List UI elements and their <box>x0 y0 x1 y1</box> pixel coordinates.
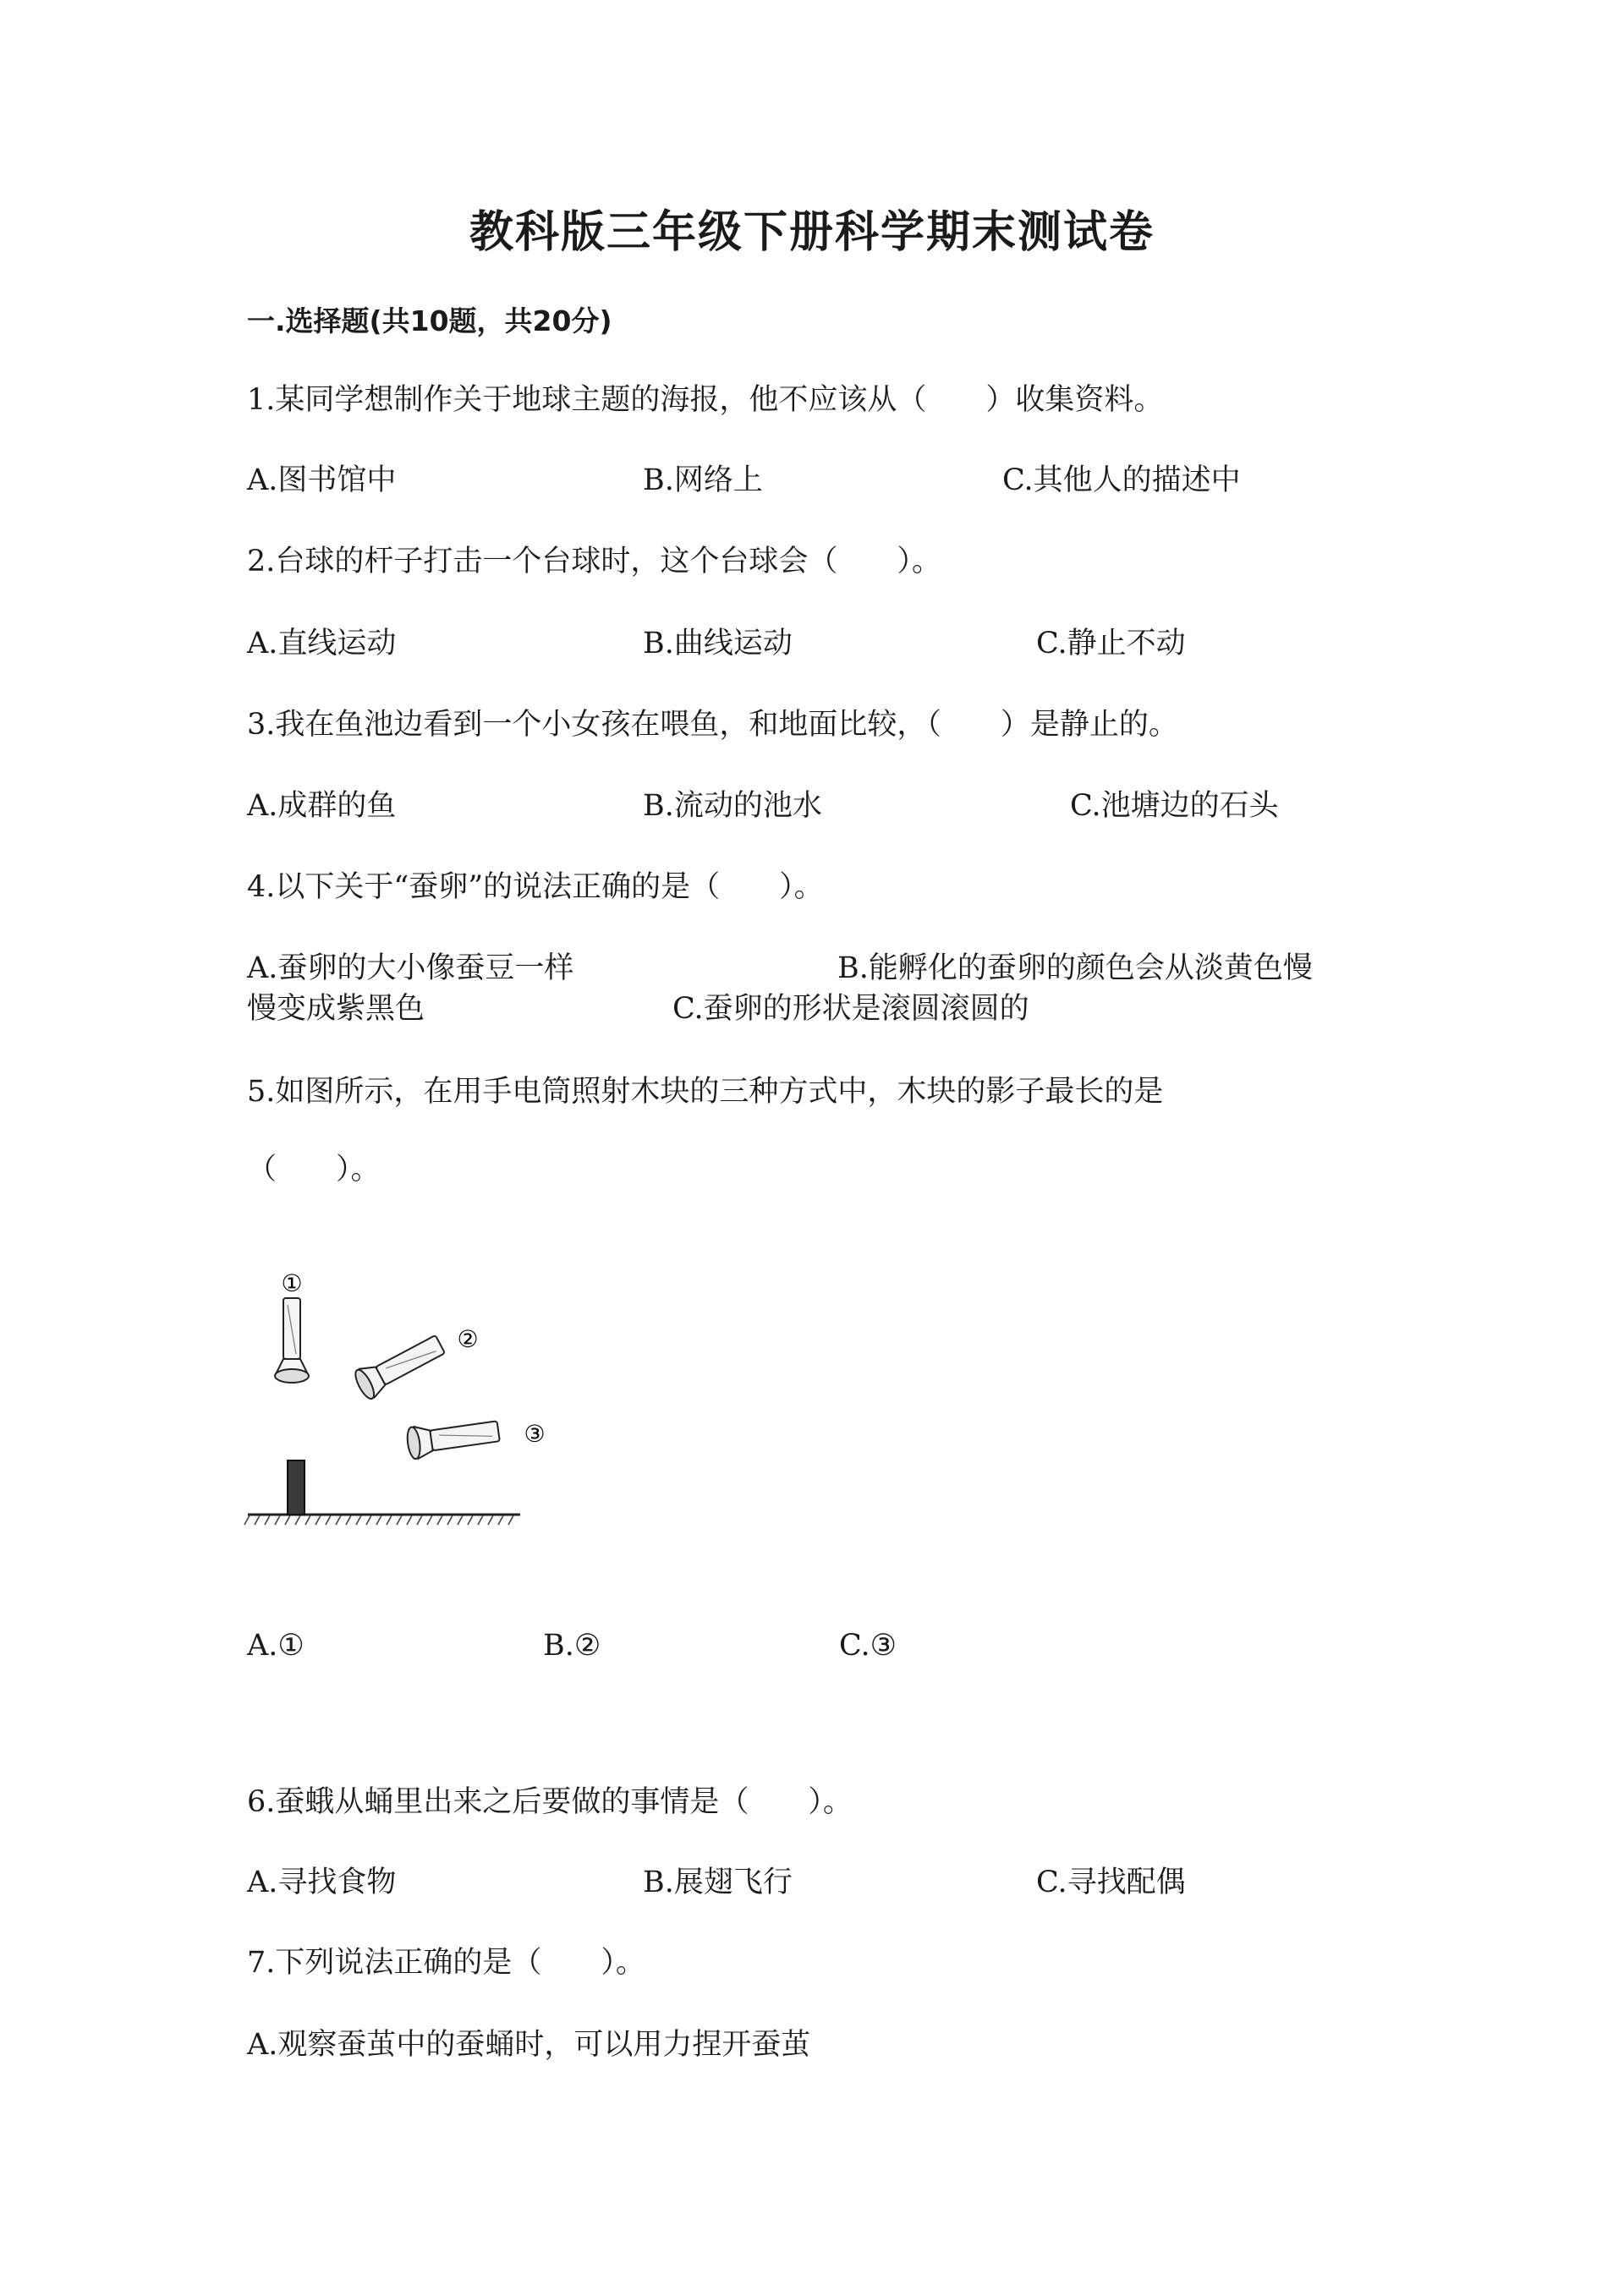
wood-block <box>288 1460 304 1515</box>
q1-option-b[interactable]: B.网络上 <box>643 463 763 497</box>
question-3-text: 3.我在鱼池边看到一个小女孩在喂鱼，和地面比较，（ ）是静止的。 <box>247 708 1178 742</box>
flashlight-1-label: ① <box>281 1273 303 1297</box>
question-1-text: 1.某同学想制作关于地球主题的海报，他不应该从（ ）收集资料。 <box>247 383 1164 417</box>
q6-option-c[interactable]: C.寻找配偶 <box>1036 1866 1186 1899</box>
q3-option-c[interactable]: C.池塘边的石头 <box>1070 789 1279 823</box>
flashlight-2-label: ② <box>457 1325 479 1353</box>
q5-option-c[interactable]: C.③ <box>839 1629 897 1663</box>
flashlight-3-label: ③ <box>524 1420 546 1448</box>
question-5-blank: （ ）。 <box>247 1153 381 1186</box>
flashlight-2 <box>352 1330 447 1401</box>
q5-option-a[interactable]: A.① <box>247 1629 304 1663</box>
q1-option-a[interactable]: A.图书馆中 <box>247 463 397 497</box>
q3-option-b[interactable]: B.流动的池水 <box>643 789 822 823</box>
q7-option-a[interactable]: A.观察蚕茧中的蚕蛹时，可以用力捏开蚕茧 <box>247 2028 811 2062</box>
ground-hatching <box>244 1515 513 1525</box>
q6-option-a[interactable]: A.寻找食物 <box>247 1866 397 1899</box>
page-title: 教科版三年级下册科学期末测试卷 <box>469 207 1155 258</box>
flashlight-3 <box>406 1415 501 1460</box>
question-6-text: 6.蚕蛾从蛹里出来之后要做的事情是（ ）。 <box>247 1785 853 1819</box>
q4-option-a[interactable]: A.蚕卵的大小像蚕豆一样 <box>247 951 574 985</box>
q4-option-b-continued[interactable]: 慢变成紫黑色 <box>247 992 425 1026</box>
q6-option-b[interactable]: B.展翅飞行 <box>643 1866 793 1899</box>
q1-option-c[interactable]: C.其他人的描述中 <box>1002 463 1241 497</box>
q3-option-a[interactable]: A.成群的鱼 <box>247 789 397 823</box>
question-2-text: 2.台球的杆子打击一个台球时，这个台球会（ ）。 <box>247 545 941 578</box>
question-4-text: 4.以下关于“蚕卵”的说法正确的是（ ）。 <box>247 870 824 904</box>
question-7-text: 7.下列说法正确的是（ ）。 <box>247 1946 645 1980</box>
q2-option-a[interactable]: A.直线运动 <box>247 627 397 660</box>
section-heading: 一.选择题(共10题，共20分) <box>247 304 612 337</box>
question-5-text: 5.如图所示，在用手电筒照射木块的三种方式中，木块的影子最长的是 <box>247 1075 1164 1109</box>
flashlight-1 <box>275 1298 309 1383</box>
q5-option-b[interactable]: B.② <box>543 1629 601 1663</box>
q2-option-b[interactable]: B.曲线运动 <box>643 627 793 660</box>
q4-option-c[interactable]: C.蚕卵的形状是滚圆滚圆的 <box>672 992 1029 1026</box>
q4-option-b[interactable]: B.能孵化的蚕卵的颜色会从淡黄色慢 <box>837 951 1313 985</box>
flashlight-figure <box>241 1273 571 1535</box>
q2-option-c[interactable]: C.静止不动 <box>1036 627 1186 660</box>
